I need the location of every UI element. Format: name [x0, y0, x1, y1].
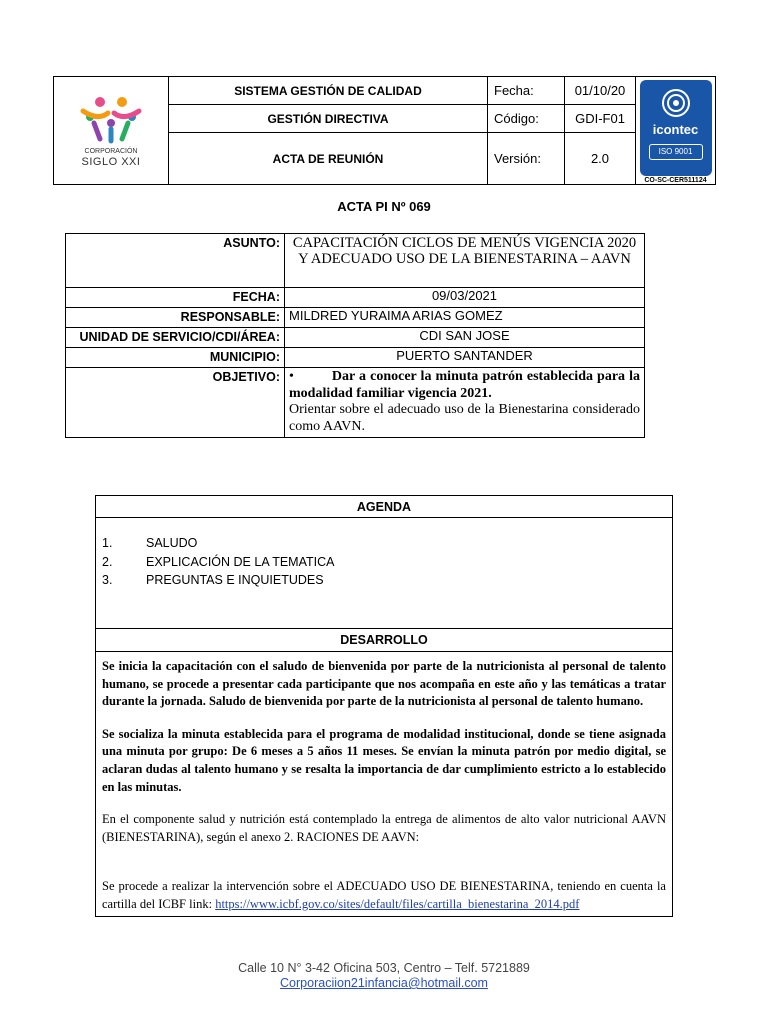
version-value: 2.0 — [565, 133, 636, 185]
fecha-label-row: FECHA: — [66, 288, 285, 308]
objetivo-2: Orientar sobre el adecuado uso de la Bienestarina considerado como AAVN. — [289, 402, 640, 434]
desarrollo-paragraph-4 — [102, 878, 666, 913]
header-title-3: ACTA DE REUNIÓN — [169, 133, 488, 185]
agenda-list — [96, 536, 672, 592]
objetivo-bullet: • — [289, 369, 294, 384]
version-label: Versión: — [488, 133, 565, 185]
footer-address: Calle 10 N° 3-42 Oficina 503, Centro – Telf. 5721889 — [238, 961, 530, 975]
meeting-info-table — [65, 233, 645, 438]
agenda-list-cell — [96, 518, 673, 629]
agenda-heading: AGENDA — [96, 496, 673, 518]
fecha-value: 01/10/20 — [565, 77, 636, 105]
asunto-value: CAPACITACIÓN CICLOS DE MENÚS VIGENCIA 2020 Y ADECUADO USO DE LA BIENESTARINA – AAVN — [285, 234, 645, 288]
codigo-value: GDI-F01 — [565, 105, 636, 133]
acta-title: ACTA PI Nº 069 — [337, 199, 431, 214]
agenda-table — [95, 495, 673, 917]
objetivo-1: Dar a conocer la minuta patrón establecida para la modalidad familiar vigencia 2021. — [289, 369, 640, 401]
icontec-word: icontec — [652, 121, 699, 137]
iso-label: ISO 9001 — [649, 144, 703, 160]
objetivo-label: OBJETIVO: — [66, 368, 285, 438]
desarrollo-paragraph-1: Se inicia la capacitación con el saludo de bienvenida por parte de la nutricionista al personal de talento humano, se procede a presentar cada participante que nos acompaña en este año y las temáticas a tratar durante la jornada. Saludo de bienvenida por parte de la nutricionista al personal de talento humano. — [102, 659, 666, 709]
icbf-cartilla-link[interactable]: https://www.icbf.gov.co/sites/default/files/cartilla_bienestarina_2014.pdf — [215, 896, 580, 911]
municipio-label: MUNICIPIO: — [66, 348, 285, 368]
page-footer — [0, 961, 768, 991]
asunto-label: ASUNTO: — [66, 234, 285, 288]
desarrollo-paragraph-3: En el componente salud y nutrición está contemplado la entrega de alimentos de alto valor nutricional AAVN (BIENESTARINA), según el anexo 2. RACIONES DE AAVN: — [102, 812, 666, 844]
objetivo-value — [285, 368, 645, 438]
municipio-value: PUERTO SANTANDER — [285, 348, 645, 368]
logo-cell — [54, 77, 169, 185]
responsable-value: MILDRED YURAIMA ARIAS GOMEZ — [285, 308, 645, 328]
responsable-label: RESPONSABLE: — [66, 308, 285, 328]
fecha-label: Fecha: — [488, 77, 565, 105]
certification-cell — [636, 77, 716, 185]
unidad-value: CDI SAN JOSE — [285, 328, 645, 348]
icontec-badge — [640, 80, 712, 176]
codigo-label: Código: — [488, 105, 565, 133]
document-header — [53, 76, 716, 185]
list-item: 1. SALUDO — [102, 536, 198, 550]
logo-caption: CORPORACIÓN — [84, 148, 138, 155]
logo-name: SIGLO XXI — [81, 156, 141, 168]
desarrollo-body — [96, 652, 673, 917]
list-item: 2. EXPLICACIÓN DE LA TEMATICA — [102, 554, 335, 569]
certification-seal-icon — [661, 88, 691, 118]
list-item: 3. PREGUNTAS E INQUIETUDES — [102, 573, 324, 587]
footer-email-link[interactable]: Corporaciion21infancia@hotmail.com — [280, 976, 488, 990]
desarrollo-heading: DESARROLLO — [96, 629, 673, 652]
intervention-text: Se procede a realizar la intervención sobre el ADECUADO USO DE BIENESTARINA, teniendo en cuenta la cartilla del ICBF link: — [102, 879, 666, 911]
header-title-2: GESTIÓN DIRECTIVA — [169, 105, 488, 133]
siglo-xxi-logo-icon — [78, 93, 144, 145]
cert-code: CO-SC-CER511124 — [644, 176, 707, 184]
fecha-value-row: 09/03/2021 — [285, 288, 645, 308]
header-title-1: SISTEMA GESTIÓN DE CALIDAD — [169, 77, 488, 105]
desarrollo-paragraph-2: Se socializa la minuta establecida para el programa de modalidad institucional, donde se tiene asignada una minuta por grupo: De 6 meses a 5 años 11 meses. Se envían la minuta patrón por medio digital, se aclaran dudas al talento humano y se resalta la importancia de dar cumplimiento estricto a lo establecido en las minutas. — [102, 726, 666, 794]
unidad-label: UNIDAD DE SERVICIO/CDI/ÁREA: — [66, 328, 285, 348]
